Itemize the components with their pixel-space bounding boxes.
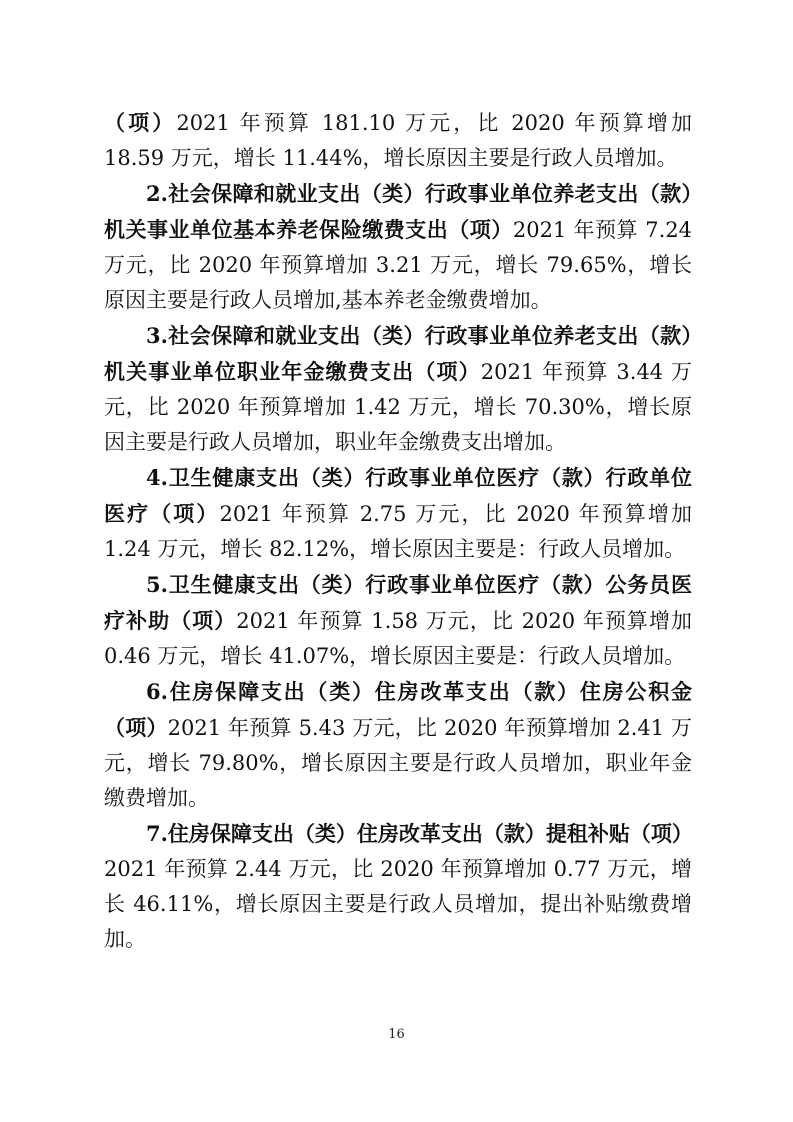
paragraph-heading: 3.社会保障和就业支出（类）行政事业单位养老支出（款）机关事业单位职业年金缴费支出（项） [104, 323, 692, 384]
paragraph-continuation [104, 105, 692, 176]
body-text [104, 105, 692, 957]
paragraph-body: 2021 年预算 5.43 万元，比 2020 年预算增加 2.41 万元，增长 79.80%，增长原因主要是行政人员增加，职业年金缴费增加。 [104, 716, 692, 810]
paragraph-body: 2021 年预算 7.24 万元，比 2020 年预算增加 3.21 万元，增长 79.65%，增长原因主要是行政人员增加,基本养老金缴费增加。 [104, 218, 693, 312]
paragraph-item-4 [104, 460, 692, 567]
paragraph-body: 2021 年预算 1.58 万元，比 2020 年预算增加 0.46 万元，增长 41.07%，增长原因主要是：行政人员增加。 [104, 609, 692, 668]
paragraph-heading: （项） [104, 110, 177, 135]
paragraph-item-6 [104, 674, 692, 816]
paragraph-body: 2021 年预算 181.10 万元，比 2020 年预算增加 18.59 万元，增长 11.44%，增长原因主要是行政人员增加。 [104, 111, 692, 170]
page-number: 16 [388, 1027, 405, 1042]
paragraph-heading: 5.卫生健康支出（类）行政事业单位医疗（款）公务员医疗补助（项） [104, 572, 692, 633]
paragraph-item-2 [104, 176, 692, 318]
paragraph-heading: 4.卫生健康支出（类）行政事业单位医疗（款）行政单位医疗（项） [104, 465, 692, 526]
paragraph-body: 2021 年预算 3.44 万元，比 2020 年预算增加 1.42 万元，增长 70.30%，增长原因主要是行政人员增加，职业年金缴费支出增加。 [104, 360, 693, 454]
paragraph-heading: 6.住房保障支出（类）住房改革支出（款）住房公积金（项） [104, 679, 692, 740]
paragraph-item-3 [104, 318, 692, 460]
paragraph-item-7 [104, 816, 692, 957]
paragraph-heading: 2.社会保障和就业支出（类）行政事业单位养老支出（款）机关事业单位基本养老保险缴费支出（项） [104, 181, 692, 242]
paragraph-item-5 [104, 567, 692, 674]
paragraph-body: 2021 年预算 2.44 万元，比 2020 年预算增加 0.77 万元，增长 46.11%，增长原因主要是行政人员增加，提出补贴缴费增加。 [104, 857, 692, 951]
paragraph-heading: 7.住房保障支出（类）住房改革支出（款）提租补贴（项） [146, 821, 693, 846]
paragraph-body: 2021 年预算 2.75 万元，比 2020 年预算增加 1.24 万元，增长 82.12%，增长原因主要是：行政人员增加。 [104, 502, 692, 561]
